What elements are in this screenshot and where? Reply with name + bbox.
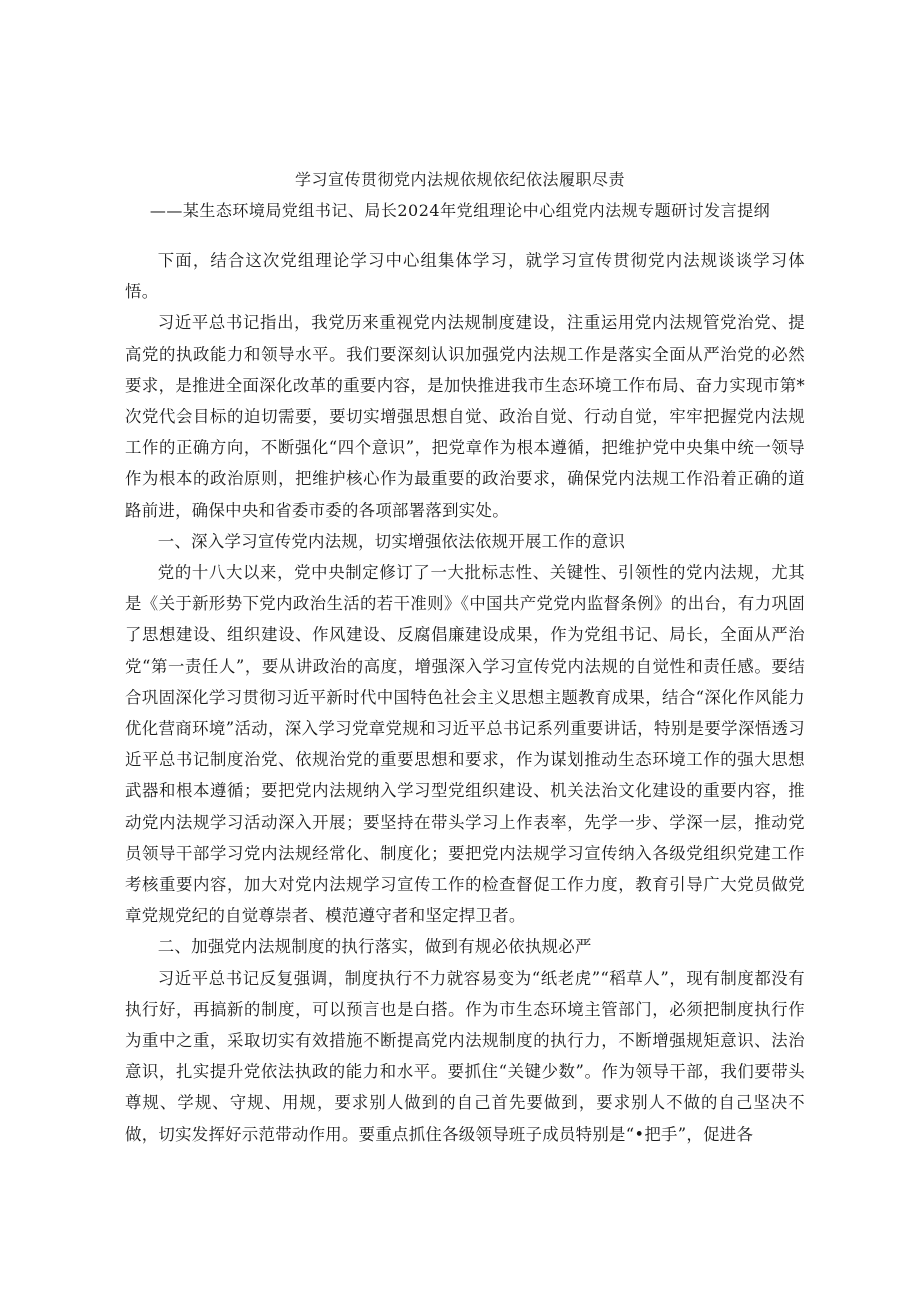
document-title: 学习宣传贯彻党内法规依规依纪依法履职尽责 bbox=[294, 170, 625, 189]
intro-paragraph: 下面，结合这次党组理论学习中心组集体学习，就学习宣传贯彻党内法规谈谈学习体悟。 bbox=[125, 251, 805, 302]
section-heading-1: 一、深入学习宣传党内法规，切实增强依法依规开展工作的意识 bbox=[157, 531, 626, 551]
section-heading-2: 二、加强党内法规制度的执行落实，做到有规必依执规必严 bbox=[157, 937, 592, 957]
body-paragraph: 习近平总书记指出，我党历来重视党内法规制度建设，注重运用党内法规管党治党、提高党的执政能力和领导水平。我们要深刻认识加强党内法规工作是落实全面从严治党的必然要求，是推进全面深化改革的重要内容，是加快推进我市生态环境工作布局、奋力实现市第*次党代会目标的迫切需要，要切实增强思想自觉、政治自觉、行动自觉，牢牢把握党内法规工作的正确方向，不断强化“四个意识”，把党章作为根本遵循，把维护党中央集中统一领导作为根本的政治原则，把维护核心作为最重要的政治要求，确保党内法规工作沿着正确的道路前进，确保中央和省委市委的各项部署落到实处。 bbox=[125, 313, 805, 520]
document-body bbox=[125, 232, 805, 1150]
section-paragraph-2: 习近平总书记反复强调，制度执行不力就容易变为“纸老虎”“稻草人”，现有制度都没有执行好，再搞新的制度，可以预言也是白搭。作为市生态环境主管部门，必须把制度执行作为重中之重，采取切实有效措施不断提高党内法规制度的执行力，不断增强规矩意识、法治意识，扎实提升党依法执政的能力和水平。要抓住“关键少数”。作为领导干部，我们要带头尊规、学规、守规、用规，要求别人做到的自己首先要做到，要求别人不做的自己坚决不做，切实发挥好示范带动作用。要重点抓住各级领导班子成员特别是“•把手”，促进各 bbox=[125, 968, 805, 1144]
document-subtitle: ——某生态环境局党组书记、局长2024年党组理论中心组党内法规专题研讨发言提纲 bbox=[149, 201, 771, 220]
section-paragraph-1: 党的十八大以来，党中央制定修订了一大批标志性、关键性、引领性的党内法规，尤其是《关于新形势下党内政治生活的若干准则》《中国共产党党内监督条例》的出台，有力巩固了思想建设、组织建设、作风建设、反腐倡廉建设成果，作为党组书记、局长，全面从严治党“第一责任人”，要从讲政治的高度，增强深入学习宣传党内法规的自觉性和责任感。要结合巩固深化学习贯彻习近平新时代中国特色社会主义思想主题教育成果，结合“深化作风能力优化营商环境”活动，深入学习党章党规和习近平总书记系列重要讲话，特别是要学深悟透习近平总书记制度治党、依规治党的重要思想和要求，作为谋划推动生态环境工作的强大思想武器和根本遵循；要把党内法规纳入学习型党组织建设、机关法治文化建设的重要内容，推动党内法规学习活动深入开展；要坚持在带头学习上作表率，先学一步、学深一层，推动党员领导干部学习党内法规经常化、制度化；要把党内法规学习宣传纳入各级党组织党建工作考核重要内容，加大对党内法规学习宣传工作的检查督促工作力度，教育引导广大党员做党章党规党纪的自觉尊崇者、模范遵守者和坚定捍卫者。 bbox=[125, 563, 805, 926]
